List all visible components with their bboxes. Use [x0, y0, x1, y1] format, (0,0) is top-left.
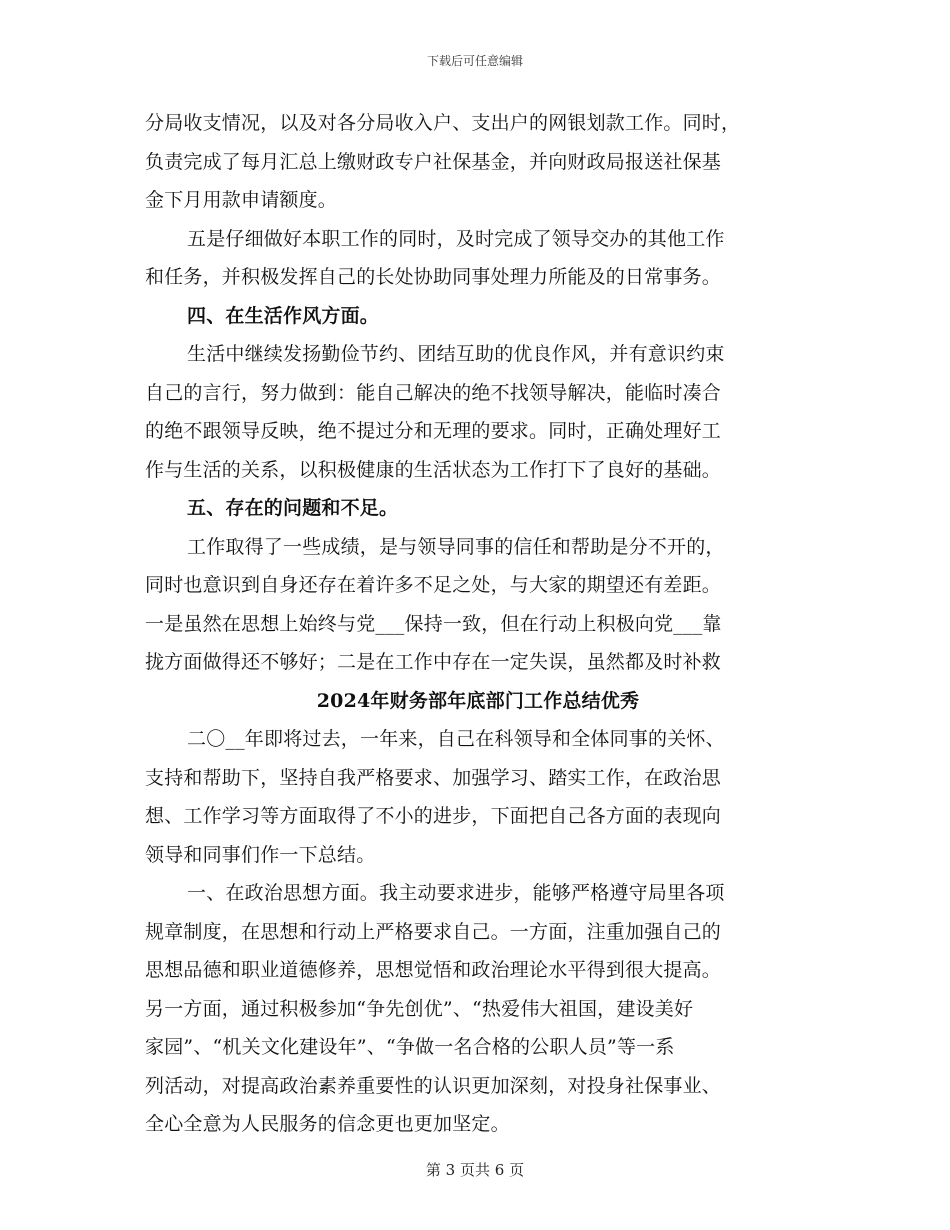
paragraph-line: 拢方面做得还不够好；二是在工作中存在一定失误，虽然都及时补救 [145, 651, 722, 673]
paragraph-line: 自己的言行，努力做到：能自己解决的绝不找领导解决，能临时凑合 [145, 381, 722, 404]
paragraph-line: 想、工作学习等方面取得了不小的进步，下面把自己各方面的表现向 [145, 805, 722, 827]
paragraph-line: 的绝不跟领导反映，绝不提过分和无理的要求。同时，正确处理好工 [145, 420, 722, 442]
paragraph-line: 全心全意为人民服务的信念更也更加坚定。 [145, 1113, 510, 1135]
paragraph-line: 家园”、“机关文化建设年”、“争做一名合格的公职人员”等一系 [145, 1036, 675, 1058]
section-heading: 五、存在的问题和不足。 [187, 497, 399, 519]
paragraph-line: 同时也意识到自身还存在着许多不足之处，与大家的期望还有差距。 [145, 574, 722, 596]
paragraph-line: 工作取得了一些成绩，是与领导同事的信任和帮助是分不开的， [187, 535, 725, 558]
paragraph-line: 生活中继续发扬勤俭节约、团结互助的优良作风，并有意识约束 [187, 343, 725, 365]
paragraph-line: 另一方面，通过积极参加“争先创优”、“热爱伟大祖国，建设美好 [145, 997, 694, 1020]
paragraph-line: 金下月用款申请额度。 [145, 189, 338, 211]
paragraph-line: 规章制度，在思想和行动上严格要求自己。一方面，注重加强自己的 [145, 920, 722, 943]
paragraph-line: 作与生活的关系，以积极健康的生活状态为工作打下了良好的基础。 [145, 458, 722, 481]
paragraph-line: 一、在政治思想方面。我主动要求进步，能够严格遵守局里各项 [187, 882, 725, 904]
paragraph-line: 思想品德和职业道德修养，思想觉悟和政治理论水平得到很大提高。 [145, 959, 722, 981]
paragraph-line: 分局收支情况，以及对各分局收入户、支出户的网银划款工作。同时， [145, 112, 741, 134]
paragraph-line: 领导和同事们作一下总结。 [145, 843, 376, 866]
paragraph-line: 和任务，并积极发挥自己的长处协助同事处理力所能及的日常事务。 [145, 266, 722, 288]
paragraph-line: 列活动，对提高政治素养重要性的认识更加深刻，对投身社保事业、 [145, 1074, 722, 1097]
page-number-footer: 第 3 页共 6 页 [425, 1161, 525, 1179]
section-title: 2024年财务部年底部门工作总结优秀 [316, 689, 640, 712]
page-header-note: 下载后可任意编辑 [426, 54, 523, 68]
paragraph-line: 二〇__年即将过去，一年来，自己在科领导和全体同事的关怀、 [187, 728, 725, 750]
section-heading: 四、在生活作风方面。 [187, 304, 380, 327]
document-body [145, 104, 811, 1144]
paragraph-line: 一是虽然在思想上始终与党___保持一致，但在行动上积极向党___靠 [145, 612, 722, 635]
paragraph-line: 五是仔细做好本职工作的同时，及时完成了领导交办的其他工作 [187, 227, 725, 250]
paragraph-line: 负责完成了每月汇总上缴财政专户社保基金，并向财政局报送社保基 [145, 150, 722, 173]
paragraph-line: 支持和帮助下，坚持自我严格要求、加强学习、踏实工作，在政治思 [145, 766, 722, 789]
